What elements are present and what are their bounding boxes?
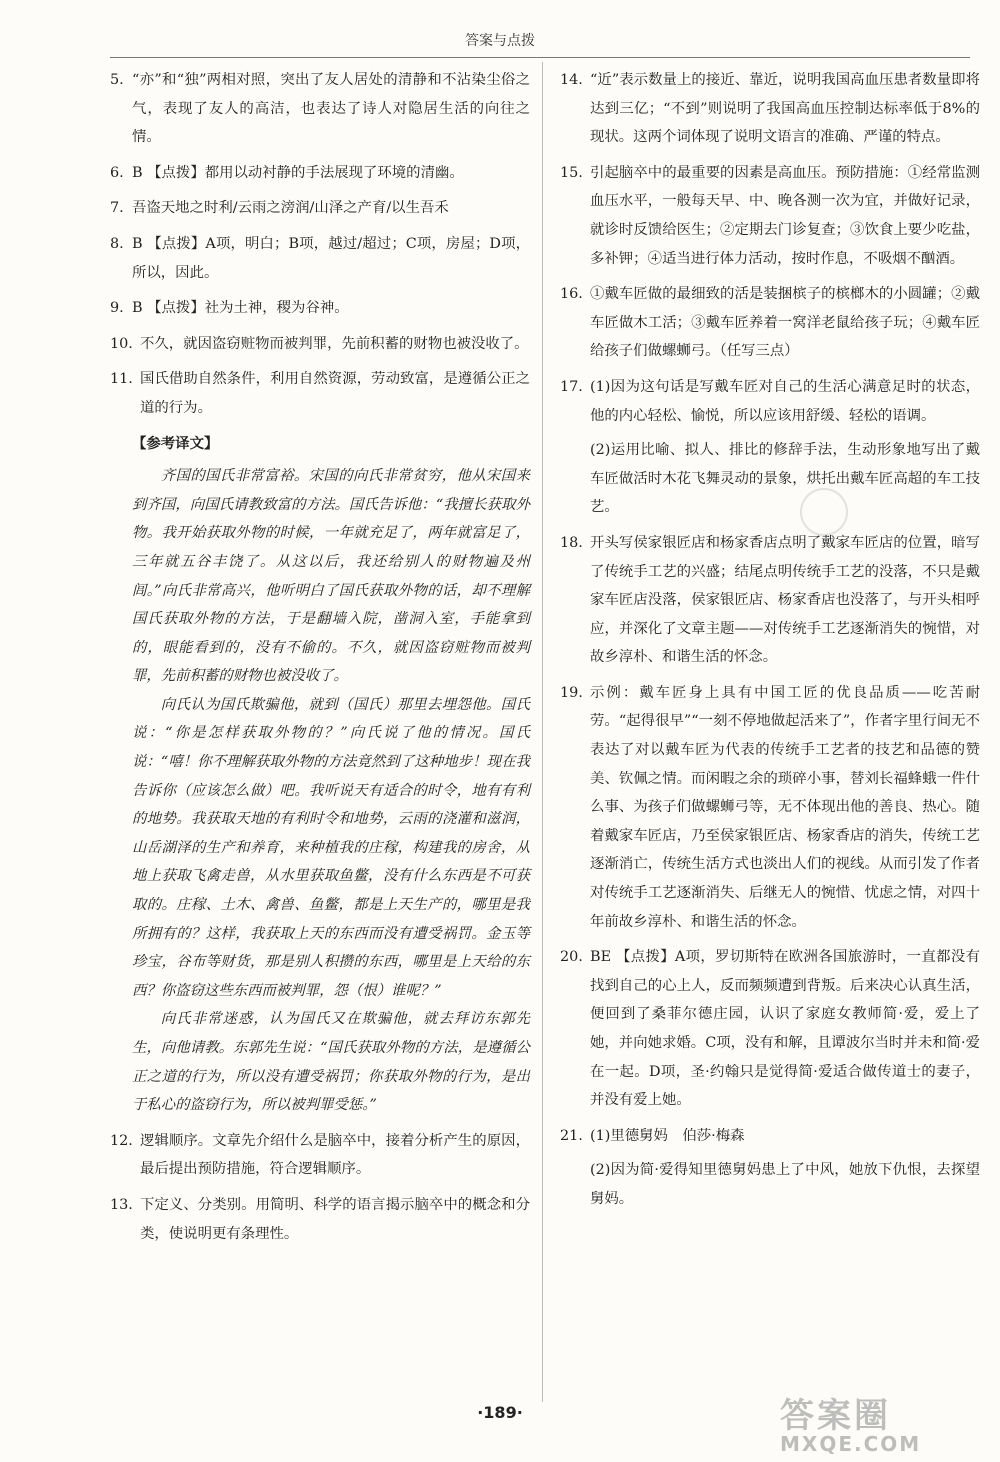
translation-heading: 【参考译文】 (132, 434, 219, 452)
answer-item (560, 943, 980, 1115)
answer-item (560, 159, 980, 273)
answer-text: B 【点拨】社为土神，稷为谷神。 (132, 300, 349, 317)
answer-text: (2)因为简·爱得知里德舅妈患上了中风，她放下仇恨，去探望舅妈。 (590, 1162, 980, 1207)
answer-text: 下定义、分类别。用简明、科学的语言揭示脑卒中的概念和分类，使说明更有条理性。 (140, 1196, 530, 1242)
answer-text: “亦”和“独”两相对照，突出了友人居处的清静和不沾染尘俗之气，表现了友人的高洁，也表达了诗人对隐居生活的向往之情。 (132, 72, 530, 146)
answer-text: 开头写侯家银匠店和杨家香店点明了戴家车匠店的位置，暗写了传统手工艺的兴盛；结尾点明传统手工艺的没落，不只是戴家车匠店没落，侯家银匠店、杨家香店也没落了，与开头相呼应，并深化了文章主题——对传统手工艺逐渐消失的惋惜，对故乡淳朴、和谐生活的怀念。 (590, 534, 980, 666)
answer-number: 6. (110, 164, 124, 181)
answer-number: 13. (110, 1196, 133, 1213)
running-header: 答案与点拨 (465, 33, 535, 49)
answer-number: 9. (110, 300, 124, 317)
translation-paragraph: 向氏认为国氏欺骗他，就到（国氏）那里去埋怨他。国氏说：“你是怎样获取外物的？”向氏说了他的情况。国氏说：“嘻！你不理解获取外物的方法竟然到了这种地步！现在我告诉你（应该怎么做）吧。我听说天有适合的时令，地有有利的地势。我获取天地的有利时令和地势，云雨的浇灌和滋润，山岳湖泽的生产和养育，来种植我的庄稼，构建我的房舍，从地上获取飞禽走兽，从水里获取鱼鳖，没有什么东西是不可获取的。庄稼、土木、禽兽、鱼鳖，都是上天生产的，哪里是我所拥有的？这样，我获取上天的东西而没有遭受祸罚。金玉等珍宝，谷布等财货，那是别人积攒的东西，哪里是上天给的东西？你盗窃这些东西而被判罪，怨（恨）谁呢？” (132, 696, 530, 999)
answer-number: 19. (560, 684, 583, 701)
answer-item (560, 280, 980, 366)
answer-number: 8. (110, 235, 124, 252)
answer-text: “近”表示数量上的接近、靠近，说明我国高血压患者数量即将达到三亿；“不到”则说明了我国高血压控制达标率低于8%的现状。这两个词体现了说明文语言的准确、严谨的特点。 (590, 72, 980, 146)
page-number: ·189· (477, 1403, 523, 1422)
answer-number: 20. (560, 949, 583, 966)
watermark-url: MXQE.COM (780, 1432, 922, 1456)
answer-item (110, 294, 530, 323)
answer-number: 10. (110, 335, 133, 352)
answer-item (560, 679, 980, 936)
right-answer-list (560, 66, 980, 1214)
left-answer-list-continued (110, 1127, 530, 1248)
left-column (110, 66, 530, 1255)
answer-number: 17. (560, 378, 583, 395)
answer-item (560, 66, 980, 152)
column-divider (542, 62, 543, 1402)
answer-number: 15. (560, 164, 583, 181)
answer-item (110, 66, 530, 152)
left-answer-list (110, 66, 530, 423)
answer-item (560, 1122, 980, 1214)
answer-number: 7. (110, 200, 124, 217)
translation-paragraph: 向氏非常迷惑，认为国氏又在欺骗他，就去拜访东郭先生，向他请教。东郭先生说：“国氏获取外物的方法，是遵循公正之道的行为，所以没有遭受祸罚；你获取外物的行为，是出于私心的盗窃行为，所以被判罪受惩。” (132, 1011, 530, 1114)
answer-text: 不久，就因盗窃赃物而被判罪，先前积蓄的财物也被没收了。 (140, 335, 529, 352)
answer-text: ①戴车匠做的最细致的活是装捆槟子的槟榔木的小圆罐；②戴车匠做木工活；③戴车匠养着一窝洋老鼠给孩子玩；④戴车匠给孩子们做螺蛳弓。（任写三点） (590, 286, 980, 360)
answer-item (110, 1127, 530, 1184)
answer-text: 逻辑顺序。文章先介绍什么是脑卒中，接着分析产生的原因，最后提出预防措施，符合逻辑顺序。 (140, 1132, 530, 1178)
answer-item (560, 373, 980, 522)
answer-item (560, 529, 980, 672)
answer-item (110, 1191, 530, 1248)
answer-number: 14. (560, 72, 583, 88)
answer-text: 示例：戴车匠身上具有中国工匠的优良品质——吃苦耐劳。“起得很早”“一刻不停地做起活来了”，作者字里行间无不表达了对以戴车匠为代表的传统手工艺者的技艺和品德的赞美、钦佩之情。而闲暇之余的琐碎小事，替刘长福蜂蛾一件什么事、为孩子们做螺蛳弓等，无不体现出他的善良、热心。随着戴家车匠店，乃至侯家银匠店、杨家香店的消失，传统工艺逐渐消亡，传统生活方式也淡出人们的视线。从而引发了作者对传统手工艺逐渐消失、后继无人的惋惜、忧虑之情，对四十年前故乡淳朴、和谐生活的怀念。 (590, 684, 980, 930)
answer-text: (1)里德舅妈 伯莎·梅森 (590, 1127, 745, 1144)
answer-text: B 【点拨】都用以动衬静的手法展现了环境的清幽。 (132, 164, 464, 181)
answer-number: 11. (110, 371, 133, 388)
answer-item (110, 365, 530, 422)
answer-text: 吾盗天地之时利/云雨之滂润/山泽之产育/以生吾禾 (132, 200, 449, 217)
translation-paragraph: 齐国的国氏非常富裕。宋国的向氏非常贫穷，他从宋国来到齐国，向国氏请教致富的方法。国氏告诉他：“我擅长获取外物。我开始获取外物的时候，一年就充足了，两年就富足了，三年就五谷丰饶了。从这以后，我还给别人的财物遍及州闾。”向氏非常高兴，他听明白了国氏获取外物的话，却不理解国氏获取外物的方法，于是翻墙入院，凿洞入室，手能拿到的，眼能看到的，没有不偷的。不久，就因盗窃赃物而被判罪，先前积蓄的财物也被没收了。 (132, 468, 530, 685)
answer-text: 引起脑卒中的最重要的因素是高血压。预防措施：①经常监测血压水平，一般每天早、中、晚各测一次为宜，并做好记录，就诊时反馈给医生；②定期去门诊复查；③饮食上要少吃盐，多补钾；④适当进行体力活动，按时作息，不吸烟不酗酒。 (590, 164, 980, 267)
answer-number: 18. (560, 534, 583, 551)
answer-text: (1)因为这句话是写戴车匠对自己的生活心满意足时的状态，他的内心轻松、愉悦，所以应该用舒缓、轻松的语调。 (590, 378, 980, 424)
answer-number: 16. (560, 286, 583, 303)
right-column (560, 66, 980, 1221)
site-watermark (760, 1388, 980, 1454)
answer-number: 5. (110, 72, 124, 88)
answer-item (110, 230, 530, 287)
answer-number: 21. (560, 1127, 583, 1144)
answer-text: BE 【点拨】A项，罗切斯特在欧洲各国旅游时，一直都没有找到自己的心上人，反而频频遭到背叛。后来决心认真生活，便回到了桑菲尔德庄园，认识了家庭女教师简·爱，爱上了她，并向她求婚。C项，没有和解，且谭波尔当时并未和简·爱在一起。D项，圣·约翰只是觉得简·爱适合做传道士的妻子，并没有爱上她。 (590, 949, 980, 1109)
answer-item (110, 159, 530, 188)
answer-text: B 【点拨】A项，明白；B项，越过/超过；C项，房屋；D项，所以，因此。 (132, 235, 530, 281)
answer-item (110, 330, 530, 359)
header-rule (110, 57, 970, 58)
reference-translation (110, 462, 530, 1120)
answer-text: 国氏借助自然条件，利用自然资源，劳动致富，是遵循公正之道的行为。 (140, 371, 530, 416)
answer-text: (2)运用比喻、拟人、排比的修辞手法，生动形象地写出了戴车匠做活时木花飞舞灵动的景象，烘托出戴车匠高超的车工技艺。 (590, 442, 980, 516)
watermark-logo-text: 答案圈 (780, 1396, 891, 1436)
answer-item (110, 194, 530, 223)
answer-number: 12. (110, 1132, 133, 1149)
